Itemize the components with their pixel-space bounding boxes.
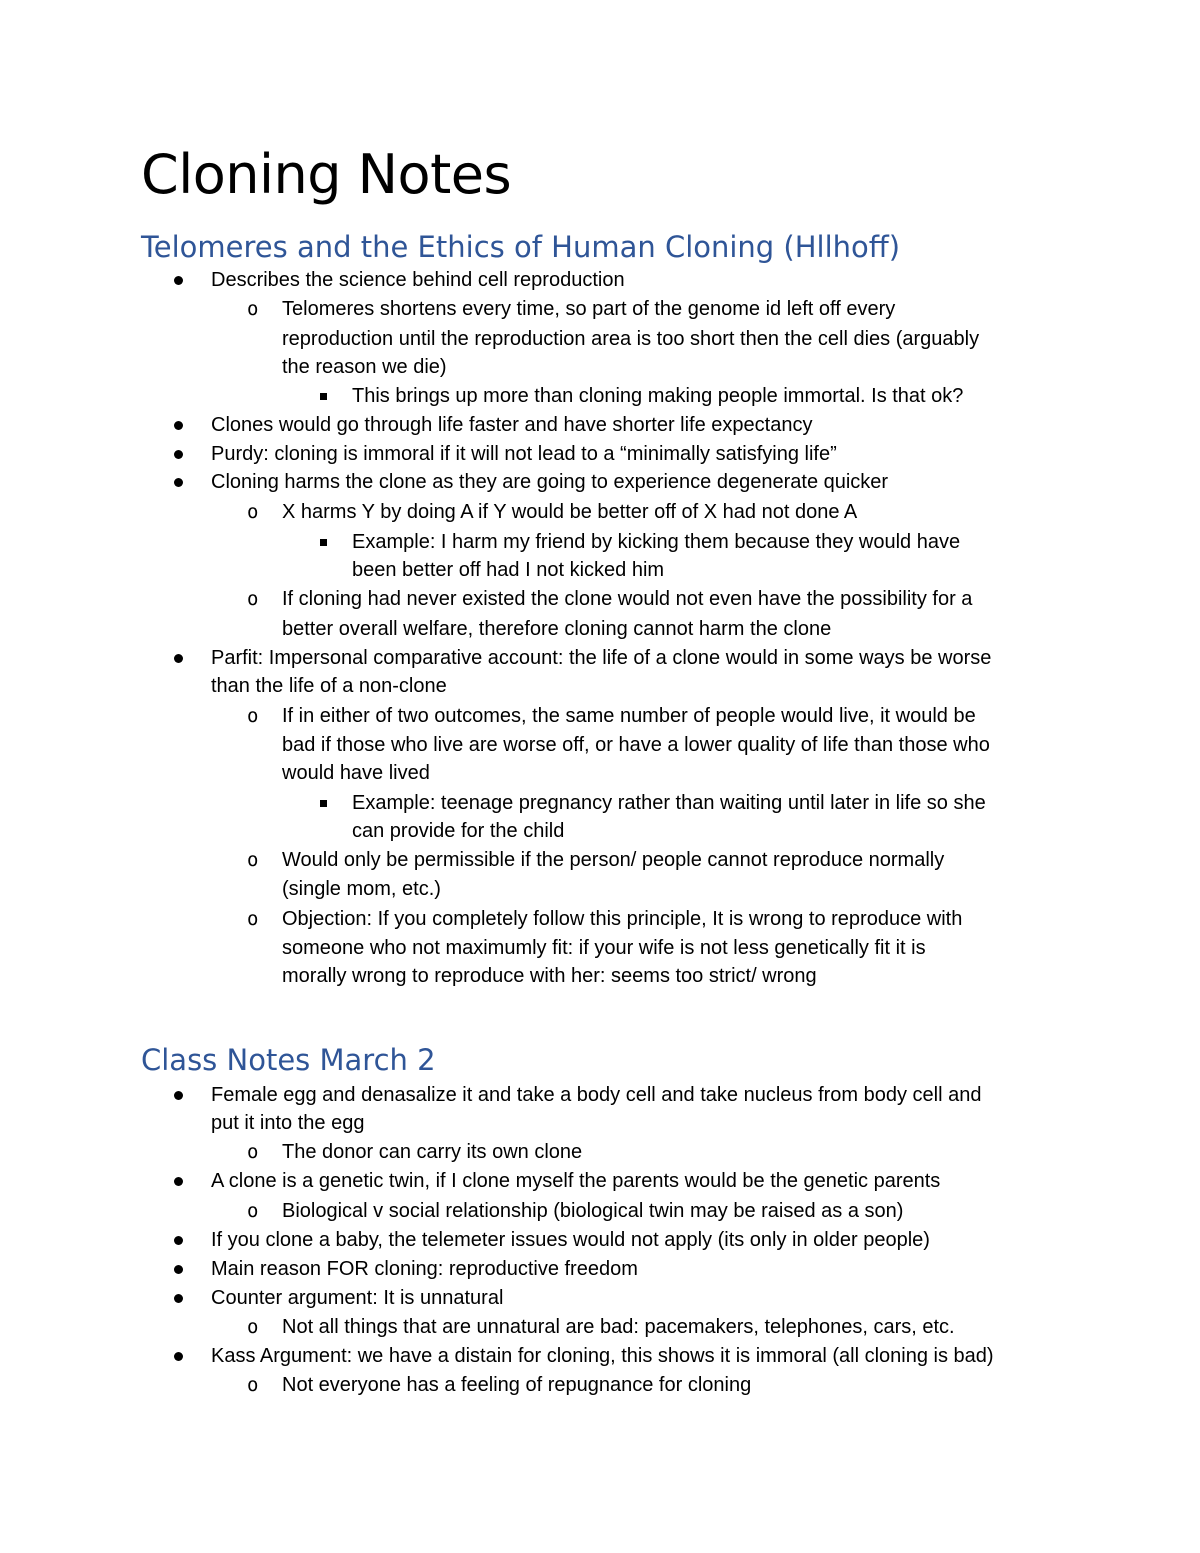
- bullet-circle-icon: o: [247, 588, 259, 610]
- bullet-circle-icon: o: [247, 1374, 259, 1396]
- bullet-circle-icon: o: [247, 1200, 259, 1222]
- list-item-continuation: bad if those who live are worse off, or have a lower quality of life than those who: [282, 734, 990, 756]
- bullet-dot-icon: [174, 1236, 183, 1245]
- bullet-dot-icon: [174, 1177, 183, 1186]
- list-item-continuation: reproduction until the reproduction area is too short then the cell dies (arguably: [282, 328, 980, 350]
- list-item-continuation: been better off had I not kicked him: [352, 559, 665, 581]
- section-heading-class-notes: Class Notes March 2: [141, 1043, 436, 1077]
- bullet-dot-icon: [174, 1352, 183, 1361]
- list-item: Female egg and denasalize it and take a body cell and take nucleus from body cell and: [211, 1084, 982, 1106]
- bullet-dot-icon: [174, 1294, 183, 1303]
- list-item-continuation: the reason we die): [282, 356, 447, 378]
- list-item: If you clone a baby, the telemeter issues would not apply (its only in older people): [211, 1229, 930, 1251]
- bullet-circle-icon: o: [247, 501, 259, 523]
- list-item: X harms Y by doing A if Y would be better off of X had not done A: [282, 501, 858, 523]
- list-item: Telomeres shortens every time, so part of the genome id left off every: [282, 298, 896, 320]
- bullet-dot-icon: [174, 1091, 183, 1100]
- section-heading-telomeres: Telomeres and the Ethics of Human Cloning (Hllhoff): [141, 230, 901, 264]
- list-item: Main reason FOR cloning: reproductive freedom: [211, 1258, 638, 1280]
- bullet-circle-icon: o: [247, 298, 259, 320]
- list-item: Counter argument: It is unnatural: [211, 1287, 504, 1309]
- bullet-dot-icon: [174, 276, 183, 285]
- list-item-continuation: someone who not maximumly fit: if your wife is not less genetically fit it is: [282, 937, 926, 959]
- list-item: A clone is a genetic twin, if I clone myself the parents would be the genetic parents: [211, 1170, 941, 1192]
- bullet-square-icon: [320, 800, 327, 807]
- list-item: Objection: If you completely follow this principle, It is wrong to reproduce with: [282, 908, 963, 930]
- bullet-square-icon: [320, 539, 327, 546]
- bullet-circle-icon: o: [247, 908, 259, 930]
- list-item-continuation: morally wrong to reproduce with her: seems too strict/ wrong: [282, 965, 817, 987]
- list-item: Not all things that are unnatural are bad: pacemakers, telephones, cars, etc.: [282, 1316, 955, 1338]
- list-item-continuation: better overall welfare, therefore cloning cannot harm the clone: [282, 618, 832, 640]
- list-item: Example: teenage pregnancy rather than waiting until later in life so she: [352, 792, 986, 814]
- list-item: Clones would go through life faster and have shorter life expectancy: [211, 414, 813, 436]
- bullet-circle-icon: o: [247, 705, 259, 727]
- list-item: If in either of two outcomes, the same number of people would live, it would be: [282, 705, 976, 727]
- bullet-circle-icon: o: [247, 1316, 259, 1338]
- list-item: Cloning harms the clone as they are going to experience degenerate quicker: [211, 471, 889, 493]
- bullet-square-icon: [320, 393, 327, 400]
- list-item: This brings up more than cloning making people immortal. Is that ok?: [352, 385, 964, 407]
- list-item: Not everyone has a feeling of repugnance for cloning: [282, 1374, 752, 1396]
- bullet-circle-icon: o: [247, 849, 259, 871]
- bullet-dot-icon: [174, 1265, 183, 1274]
- list-item: If cloning had never existed the clone would not even have the possibility for a: [282, 588, 973, 610]
- list-item: Would only be permissible if the person/ people cannot reproduce normally: [282, 849, 945, 871]
- list-item: Kass Argument: we have a distain for cloning, this shows it is immoral (all cloning is bad): [211, 1345, 994, 1367]
- list-item-continuation: than the life of a non-clone: [211, 675, 447, 697]
- list-item-continuation: (single mom, etc.): [282, 878, 441, 900]
- list-item: Purdy: cloning is immoral if it will not lead to a “minimally satisfying life”: [211, 443, 837, 465]
- list-item: Biological v social relationship (biological twin may be raised as a son): [282, 1200, 904, 1222]
- bullet-dot-icon: [174, 421, 183, 430]
- list-item: Parfit: Impersonal comparative account: the life of a clone would in some ways be worse: [211, 647, 992, 669]
- bullet-dot-icon: [174, 478, 183, 487]
- list-item: Example: I harm my friend by kicking them because they would have: [352, 531, 961, 553]
- list-item: The donor can carry its own clone: [282, 1141, 583, 1163]
- bullet-circle-icon: o: [247, 1141, 259, 1163]
- bullet-dot-icon: [174, 654, 183, 663]
- list-item-continuation: put it into the egg: [211, 1112, 365, 1134]
- list-item-continuation: would have lived: [282, 762, 430, 784]
- bullet-dot-icon: [174, 450, 183, 459]
- list-item-continuation: can provide for the child: [352, 820, 565, 842]
- list-item: Describes the science behind cell reproduction: [211, 269, 625, 291]
- document-title: Cloning Notes: [141, 143, 512, 206]
